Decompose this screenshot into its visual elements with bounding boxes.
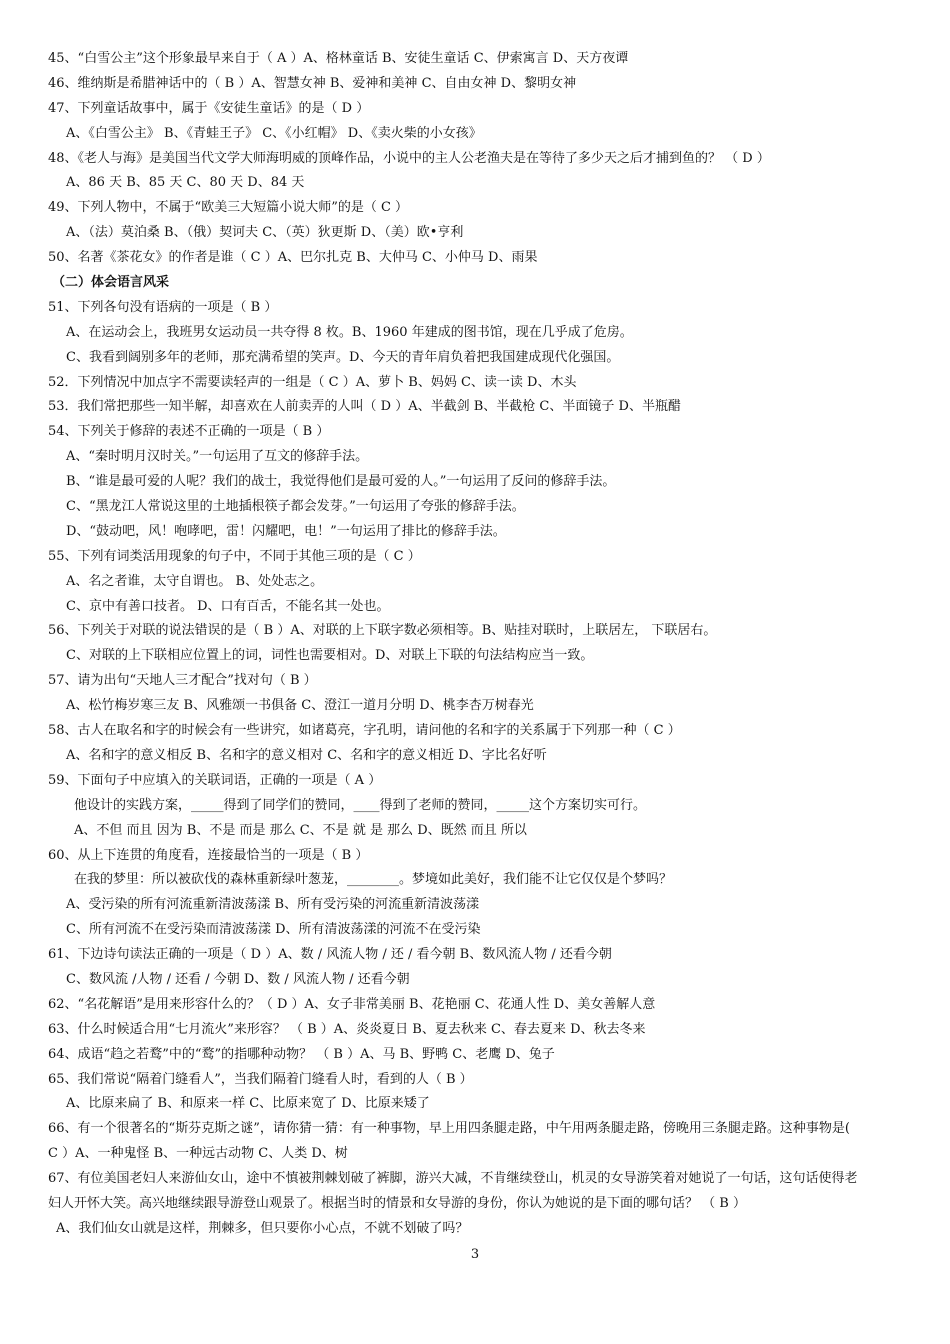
question-55: 55、下列有词类活用现象的句子中，不同于其他三项的是（ C ） xyxy=(48,548,421,564)
question-67-option-a: A、我们仙女山就是这样，荆棘多，但只要你小心点，不就不划破了吗？ xyxy=(56,1220,469,1236)
question-54-option-b: B、“谁是最可爱的人呢？我们的战士，我觉得他们是最可爱的人。”一句运用了反问的修辞手法。 xyxy=(66,474,616,490)
question-57-options: A、松竹梅岁寒三友 B、风雅颂一书俱备 C、澄江一道月分明 D、桃李杏万树春光 xyxy=(66,698,534,714)
question-49-options: A、（法）莫泊桑 B、（俄）契诃夫 C、（英）狄更斯 D、（美）欧•亨利 xyxy=(66,225,464,241)
question-56-options-cd: C、对联的上下联相应位置上的词，词性也需要相对。D、对联上下联的句法结构应当一致。 xyxy=(66,648,594,664)
question-62: 62、“名花解语”是用来形容什么的？（ D ）A、女子非常美丽 B、花艳丽 C、花通人性 D、美女善解人意 xyxy=(48,996,656,1012)
question-67: 67、有位美国老妇人来游仙女山，途中不慎被荆棘划破了裤脚，游兴大减，不肯继续登山，机灵的女导游笑着对她说了一句话，这句话使得老 xyxy=(48,1171,858,1187)
question-54-option-d: D、“鼓动吧，风！咆哮吧，雷！闪耀吧，电！”一句运用了排比的修辞手法。 xyxy=(66,523,506,539)
question-54: 54、下列关于修辞的表述不正确的一项是（ B ） xyxy=(48,424,330,440)
question-53: 53．我们常把那些一知半解，却喜欢在人前卖弄的人叫（ D ）A、半截剑 B、半截枪 C、半面镜子 D、半瓶醋 xyxy=(48,399,681,415)
question-61: 61、下边诗句读法正确的一项是（ D ）A、数 / 风流人物 / 还 / 看今朝 B、数风流人物 / 还看今朝 xyxy=(48,947,612,963)
question-67-continued: 妇人开怀大笑。高兴地继续跟导游登山观景了。根据当时的情景和女导游的身份，你认为她说的是下面的哪句话？ （ B ） xyxy=(48,1195,746,1211)
question-58-options: A、名和字的意义相反 B、名和字的意义相对 C、名和字的意义相近 D、字比名好听 xyxy=(66,747,547,763)
page-number: 3 xyxy=(470,1247,480,1262)
question-66-options: C ）A、一种鬼怪 B、一种远古动物 C、人类 D、树 xyxy=(48,1146,348,1162)
question-60: 60、从上下连贯的角度看，连接最恰当的一项是（ B ） xyxy=(48,847,369,863)
question-55-options-cd: C、京中有善口技者。 D、口有百舌，不能名其一处也。 xyxy=(66,598,390,614)
question-60-sentence: 在我的梦里：所以被砍伐的森林重新绿叶葱茏，________。梦境如此美好，我们能不让它仅仅是个梦吗？ xyxy=(74,872,673,888)
question-52: 52．下列情况中加点字不需要读轻声的一组是（ C ）A、萝卜 B、妈妈 C、读一读 D、木头 xyxy=(48,374,577,390)
question-61-options-cd: C、数风流 /人物 / 还看 / 今朝 D、数 / 风流人物 / 还看今朝 xyxy=(66,971,410,987)
question-48: 48、《老人与海》是美国当代文学大师海明威的顶峰作品，小说中的主人公老渔夫是在等待了多少天之后才捕到鱼的？ （ D ） xyxy=(48,150,770,166)
question-60-options-cd: C、所有河流不在受污染而清波荡漾 D、所有清波荡漾的河流不在受污染 xyxy=(66,922,481,938)
question-65: 65、我们常说“隔着门缝看人”，当我们隔着门缝看人时，看到的人（ B ） xyxy=(48,1071,473,1087)
question-55-options-ab: A、名之者谁，太守自谓也。 B、处处志之。 xyxy=(66,573,324,589)
question-51-options-ab: A、在运动会上，我班男女运动员一共夺得 8 枚。B、1960 年建成的图书馆，现在几乎成了危房。 xyxy=(66,324,633,340)
question-47: 47、下列童话故事中，属于《安徒生童话》的是（ D ） xyxy=(48,100,370,116)
question-49: 49、下列人物中，不属于“欧美三大短篇小说大师”的是（ C ） xyxy=(48,200,409,216)
question-64: 64、成语“趋之若鹜”中的“鹜”的指哪种动物？ （ B ）A、马 B、野鸭 C、老鹰 D、兔子 xyxy=(48,1046,555,1062)
question-65-options: A、比原来扁了 B、和原来一样 C、比原来宽了 D、比原来矮了 xyxy=(66,1096,430,1112)
question-50: 50、名著《茶花女》的作者是谁（ C ）A、巴尔扎克 B、大仲马 C、小仲马 D、雨果 xyxy=(48,250,538,266)
question-48-options: A、86 天 B、85 天 C、80 天 D、84 天 xyxy=(66,175,305,191)
question-54-option-c: C、“黑龙江人常说这里的土地插根筷子都会发芽。”一句运用了夸张的修辞手法。 xyxy=(66,499,525,515)
question-58: 58、古人在取名和字的时候会有一些讲究，如诸葛亮，字孔明，请问他的名和字的关系属于下列那一种（ C ） xyxy=(48,723,681,739)
section-heading: （二）体会语言风采 xyxy=(52,275,170,291)
question-57: 57、请为出句“天地人三才配合”找对句（ B ） xyxy=(48,673,317,689)
question-59-options: A、不但 而且 因为 B、不是 而是 那么 C、不是 就 是 那么 D、既然 而且 所以 xyxy=(74,822,527,838)
question-60-options-ab: A、受污染的所有河流重新清波荡漾 B、所有受污染的河流重新清波荡漾 xyxy=(66,897,480,913)
question-63: 63、什么时候适合用“七月流火”来形容？ （ B ）A、炎炎夏日 B、夏去秋来 C、春去夏来 D、秋去冬来 xyxy=(48,1021,646,1037)
question-51: 51、下列各句没有语病的一项是（ B ） xyxy=(48,299,278,315)
question-59: 59、下面句子中应填入的关联词语，正确的一项是（ A ） xyxy=(48,772,382,788)
question-51-options-cd: C、我看到阔别多年的老师，那充满希望的笑声。D、今天的青年肩负着把我国建成现代化强国。 xyxy=(66,349,620,365)
document-page xyxy=(48,47,910,1242)
question-59-sentence: 他设计的实践方案，_____得到了同学们的赞同，____得到了老师的赞同，_____这个方案切实可行。 xyxy=(74,797,647,813)
question-45: 45、“白雪公主”这个形象最早来自于（ A ）A、格林童话 B、安徒生童话 C、伊索寓言 D、天方夜谭 xyxy=(48,51,629,66)
question-66: 66、有一个很著名的“斯芬克斯之谜”，请你猜一猜：有一种事物，早上用四条腿走路，中午用两条腿走路，傍晚用三条腿走路。这种事物是( xyxy=(48,1121,850,1137)
question-56: 56、下列关于对联的说法错误的是（ B ）A、对联的上下联字数必须相等。B、贴挂对联时，上联居左， 下联居右。 xyxy=(48,623,717,639)
question-54-option-a: A、“秦时明月汉时关。”一句运用了互文的修辞手法。 xyxy=(66,449,369,465)
question-46: 46、维纳斯是希腊神话中的（ B ）A、智慧女神 B、爱神和美神 C、自由女神 D、黎明女神 xyxy=(48,75,577,91)
question-47-options: A、《白雪公主》 B、《青蛙王子》 C、《小红帽》 D、《卖火柴的小女孩》 xyxy=(66,125,482,141)
